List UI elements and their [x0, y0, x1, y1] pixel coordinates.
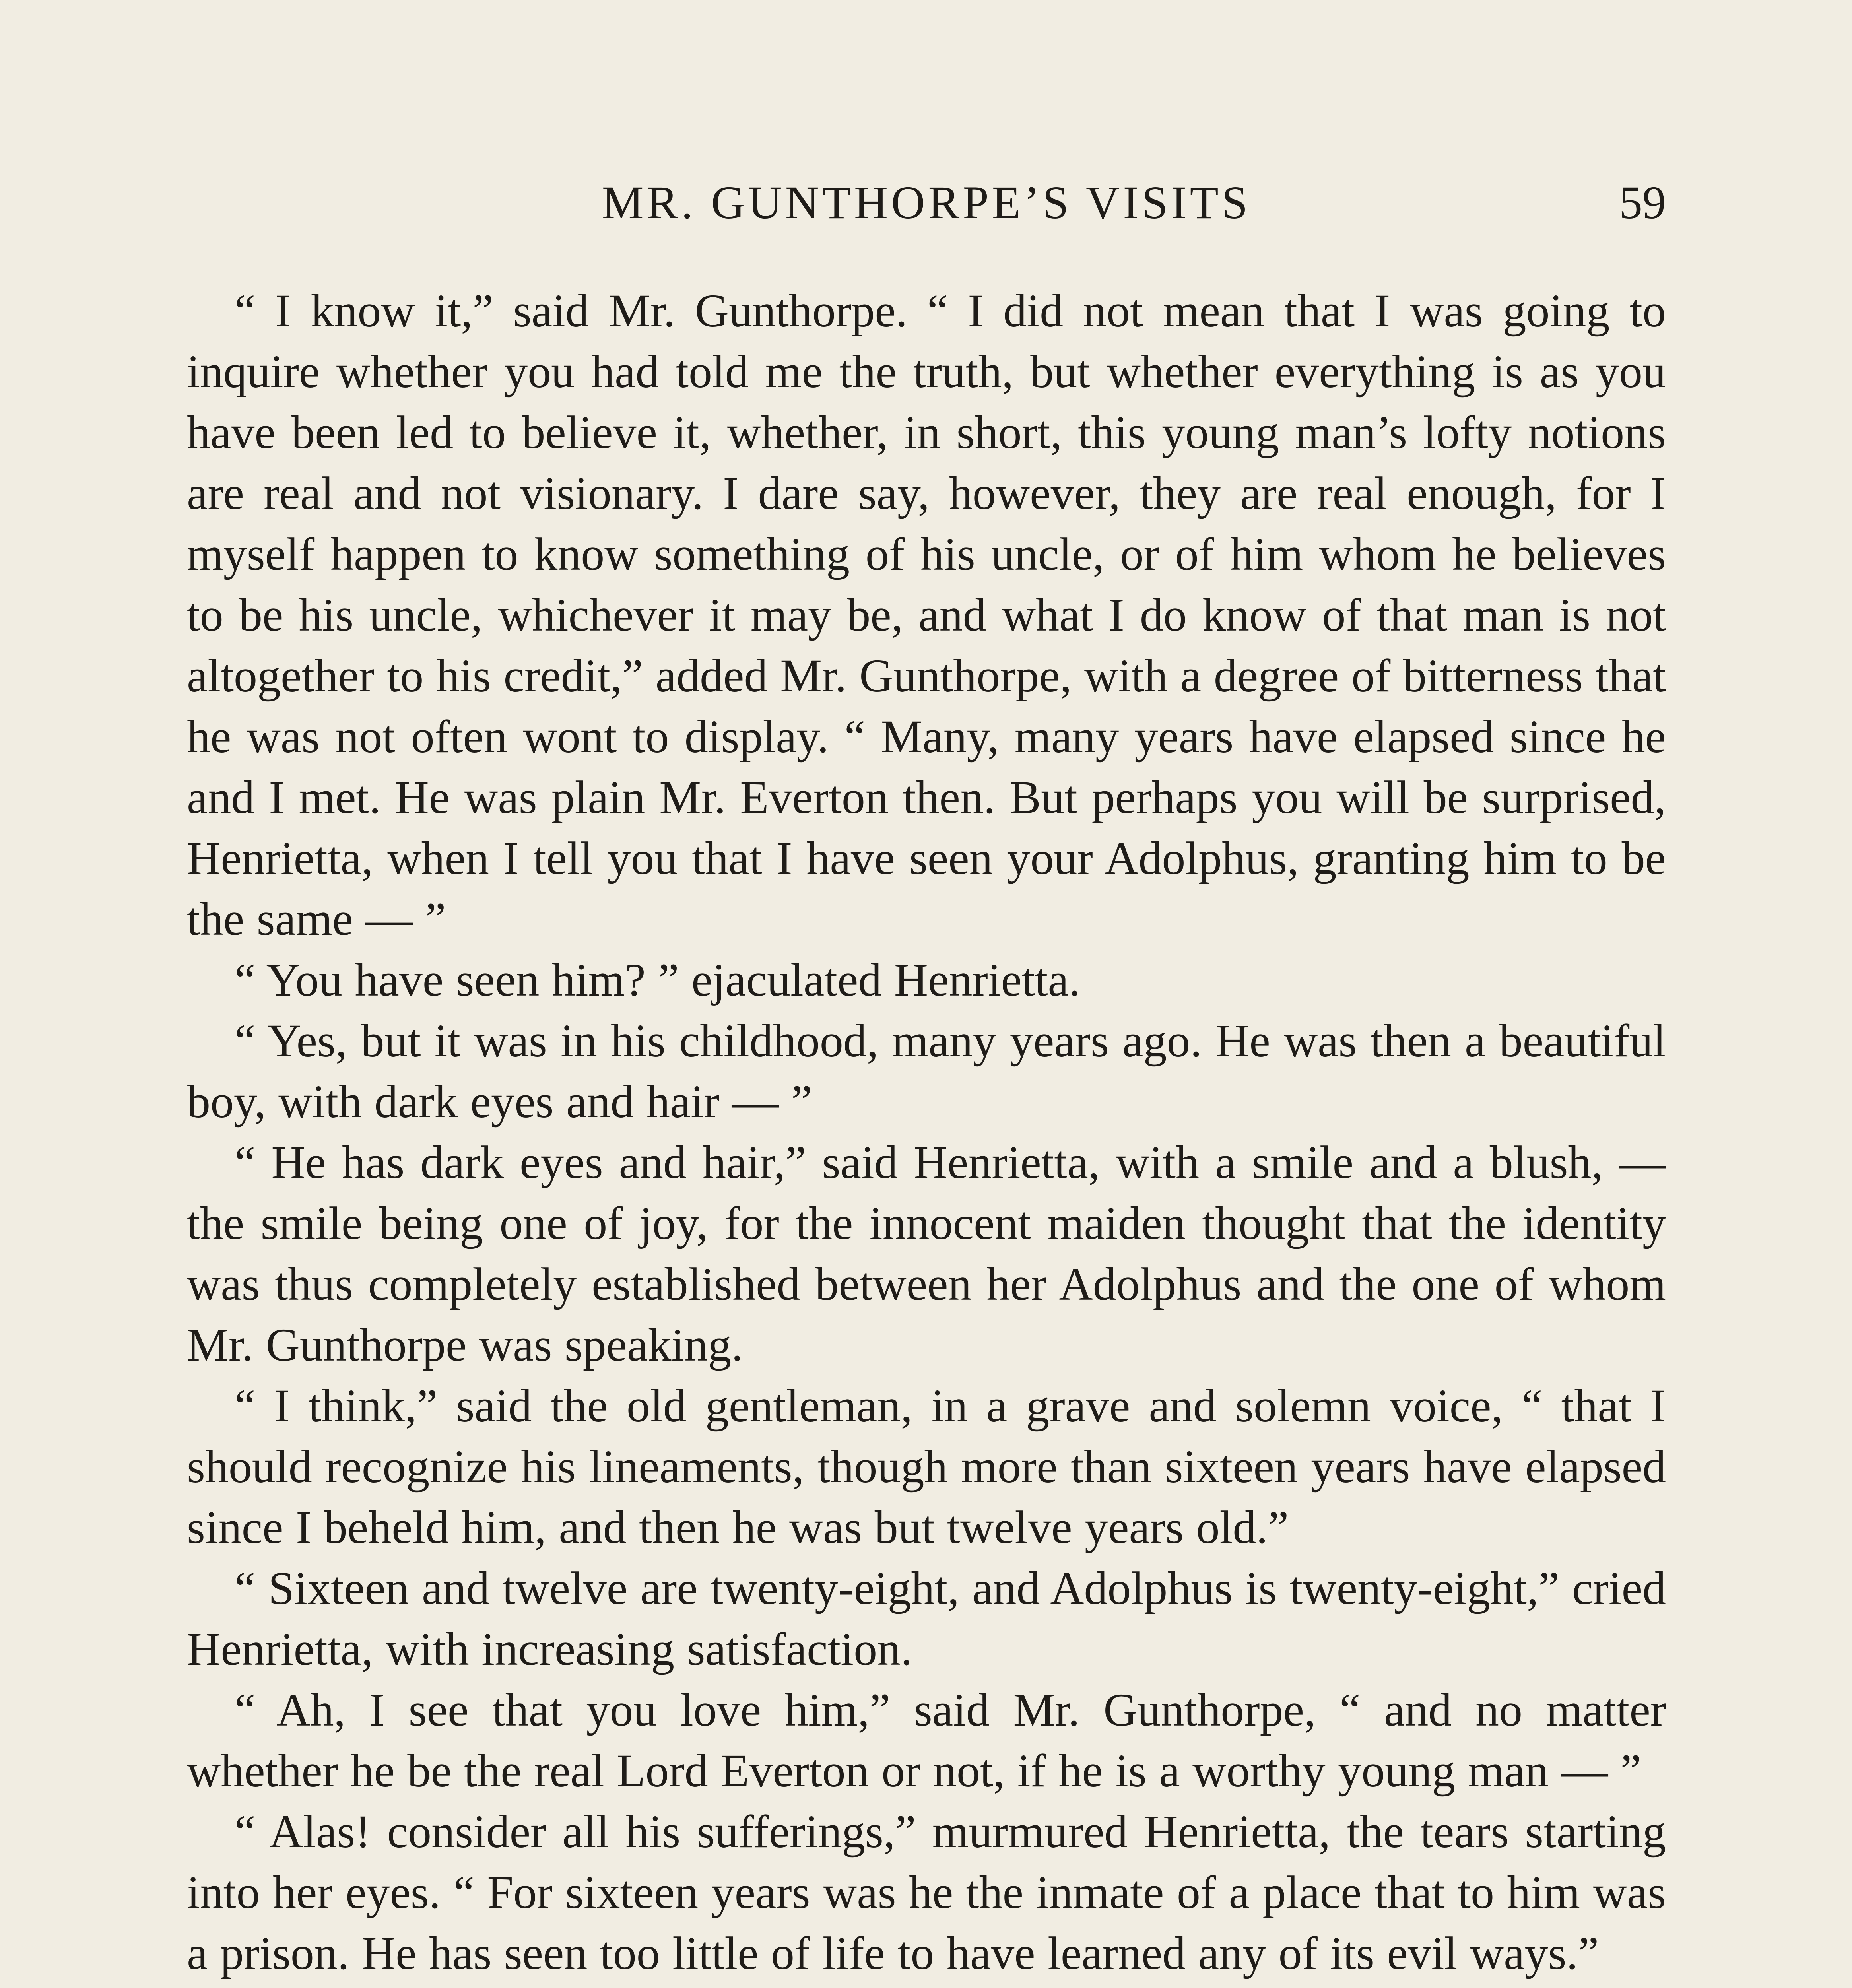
paragraph-7: “ Ah, I see that you love him,” said Mr. Gunthorpe, “ and no matter whether he be the real Lord Everton or not, if he is a worthy young man — ”	[187, 1684, 1666, 1797]
page-number: 59	[1619, 177, 1666, 229]
paragraph-6: “ Sixteen and twelve are twenty-eight, and Adolphus is twenty-eight,” cried Henrietta, with increasing satisfaction.	[187, 1562, 1666, 1675]
body-text	[187, 280, 1666, 1988]
running-head-title: MR. GUNTHORPE’S VISITS	[602, 177, 1251, 229]
paragraph-1: “ I know it,” said Mr. Gunthorpe. “ I did not mean that I was going to inquire whether you had told me the truth, but whether everything is as you have been led to believe it, whether, in short, this young man’s lofty notions are real and not visionary. I dare say, however, they are real enough, for I myself happen to know something of his uncle, or of him whom he believes to be his uncle, whichever it may be, and what I do know of that man is not altogether to his credit,” added Mr. Gunthorpe, with a degree of bitterness that he was not often wont to display. “ Many, many years have elapsed since he and I met. He was plain Mr. Everton then. But perhaps you will be surprised, Henrietta, when I tell you that I have seen your Adolphus, granting him to be the same — ”	[187, 285, 1666, 945]
paragraph-4: “ He has dark eyes and hair,” said Henrietta, with a smile and a blush, — the smile being one of joy, for the innocent maiden thought that the identity was thus completely established between her Adolphus and the one of whom Mr. Gunthorpe was speaking.	[187, 1136, 1666, 1371]
paragraph-2: “ You have seen him? ” ejaculated Henrietta.	[235, 954, 1081, 1006]
paragraph-5: “ I think,” said the old gentleman, in a grave and solemn voice, “ that I should recognize his lineaments, though more than sixteen years have elapsed since I beheld him, and then he was but twelve years old.”	[187, 1380, 1666, 1553]
paragraph-9	[187, 1984, 1666, 1988]
paragraph-3: “ Yes, but it was in his childhood, many years ago. He was then a beautiful boy, with dark eyes and hair — ”	[187, 1015, 1666, 1128]
page-header	[187, 163, 1666, 239]
paragraph-8: “ Alas! consider all his sufferings,” murmured Henrietta, the tears starting into her eyes. “ For sixteen years was he the inmate of a place that to him was a prison. He has seen too little of life to have learned any of its evil ways.”	[187, 1806, 1666, 1979]
